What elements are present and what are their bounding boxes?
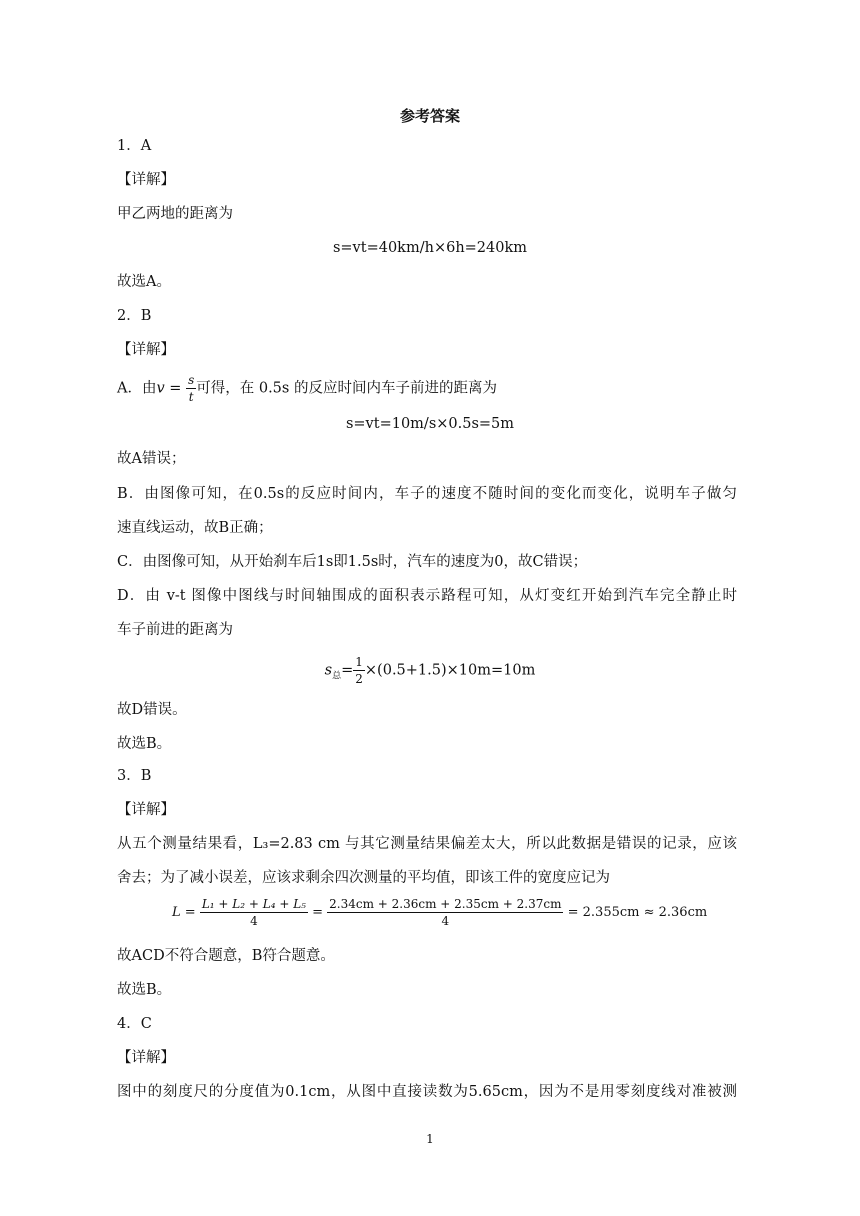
q3-formula bbox=[172, 896, 707, 929]
q2-f2-den: 2 bbox=[355, 672, 363, 686]
q3-f-L: L bbox=[172, 905, 181, 920]
q2-a-pre: A．由 bbox=[117, 380, 157, 397]
q2-option-b-line1: B．由图像可知，在0.5s的反应时间内，车子的速度不随时间的变化而变化，说明车子做匀 bbox=[117, 486, 737, 502]
page-title: 参考答案 bbox=[399, 107, 460, 125]
q3-f-fraction-2 bbox=[327, 896, 563, 929]
q1-formula: s=vt=40km/h×6h=240km bbox=[332, 240, 528, 256]
q2-detail-heading: 【详解】 bbox=[117, 342, 175, 358]
q2-conclusion: 故选B。 bbox=[117, 736, 172, 752]
q2-option-c: C．由图像可知，从开始刹车后1s即1.5s时，汽车的速度为0，故C错误； bbox=[117, 554, 588, 570]
q3-f-fraction-1 bbox=[200, 896, 308, 929]
q2-option-d-line2: 车子前进的距离为 bbox=[117, 622, 233, 638]
q4-detail-heading: 【详解】 bbox=[117, 1050, 175, 1066]
q2-d-conclusion: 故D错误。 bbox=[117, 702, 187, 718]
q3-text-line2: 舍去；为了减小误差，应该求剩余四次测量的平均值，即该工件的宽度应记为 bbox=[117, 870, 610, 886]
q2-f2-sub: 总 bbox=[332, 671, 342, 682]
q2-option-d-line1: D．由 v-t 图像中图线与时间轴围成的面积表示路程可知，从灯变红开始到汽车完全静止时 bbox=[117, 588, 737, 604]
q1-detail-heading: 【详解】 bbox=[117, 172, 175, 188]
q3-conclusion-2: 故选B。 bbox=[117, 982, 172, 998]
q2-a-v: v bbox=[156, 380, 165, 397]
q3-conclusion-1: 故ACD不符合题意，B符合题意。 bbox=[117, 948, 335, 964]
q3-f-den2: 4 bbox=[441, 914, 450, 928]
q2-a-fraction bbox=[186, 372, 196, 405]
q3-f-post: = 2.355cm ≈ 2.36cm bbox=[563, 905, 708, 920]
q2-formula-2 bbox=[0, 654, 860, 687]
q3-f-num2: 2.34cm + 2.36cm + 2.35cm + 2.37cm bbox=[329, 897, 562, 911]
q3-answer: 3．B bbox=[117, 768, 152, 784]
q3-f-eq2: = bbox=[307, 905, 328, 920]
q3-detail-heading: 【详解】 bbox=[117, 802, 175, 818]
page-number: 1 bbox=[426, 1132, 434, 1146]
q3-text-line1: 从五个测量结果看，L₃=2.83 cm 与其它测量结果偏差太大，所以此数据是错误的记录，应该 bbox=[117, 836, 737, 852]
q4-text-line1: 图中的刻度尺的分度值为0.1cm，从图中直接读数为5.65cm，因为不是用零刻度线对准被测 bbox=[117, 1084, 737, 1100]
q4-answer: 4．C bbox=[117, 1016, 152, 1032]
q2-a-eq: = bbox=[164, 380, 187, 397]
q2-option-a bbox=[117, 372, 497, 405]
q2-a-den: t bbox=[188, 390, 194, 404]
q3-f-den1: 4 bbox=[250, 914, 258, 928]
q2-option-b-line2: 速直线运动，故B正确； bbox=[117, 520, 273, 536]
q1-conclusion: 故选A。 bbox=[117, 274, 171, 290]
q3-f-num1: L₁ + L₂ + L₄ + L₅ bbox=[201, 897, 306, 911]
q1-text: 甲乙两地的距离为 bbox=[117, 206, 233, 222]
q1-answer: 1．A bbox=[117, 138, 152, 154]
q2-answer: 2．B bbox=[117, 308, 152, 324]
q2-f2-post: ×(0.5+1.5)×10m=10m bbox=[364, 662, 536, 679]
q2-a-post: 可得，在 0.5s 的反应时间内车子前进的距离为 bbox=[196, 380, 497, 397]
q2-f2-num: 1 bbox=[355, 655, 363, 669]
q2-formula-1: s=vt=10m/s×0.5s=5m bbox=[345, 416, 515, 432]
q2-f2-eq: = bbox=[341, 662, 354, 679]
q2-a-conclusion: 故A错误； bbox=[117, 451, 186, 467]
q2-f2-fraction bbox=[353, 654, 365, 687]
q2-f2-s: s bbox=[324, 662, 333, 679]
q3-f-eq1: = bbox=[180, 905, 200, 920]
q2-a-num: s bbox=[188, 373, 195, 387]
